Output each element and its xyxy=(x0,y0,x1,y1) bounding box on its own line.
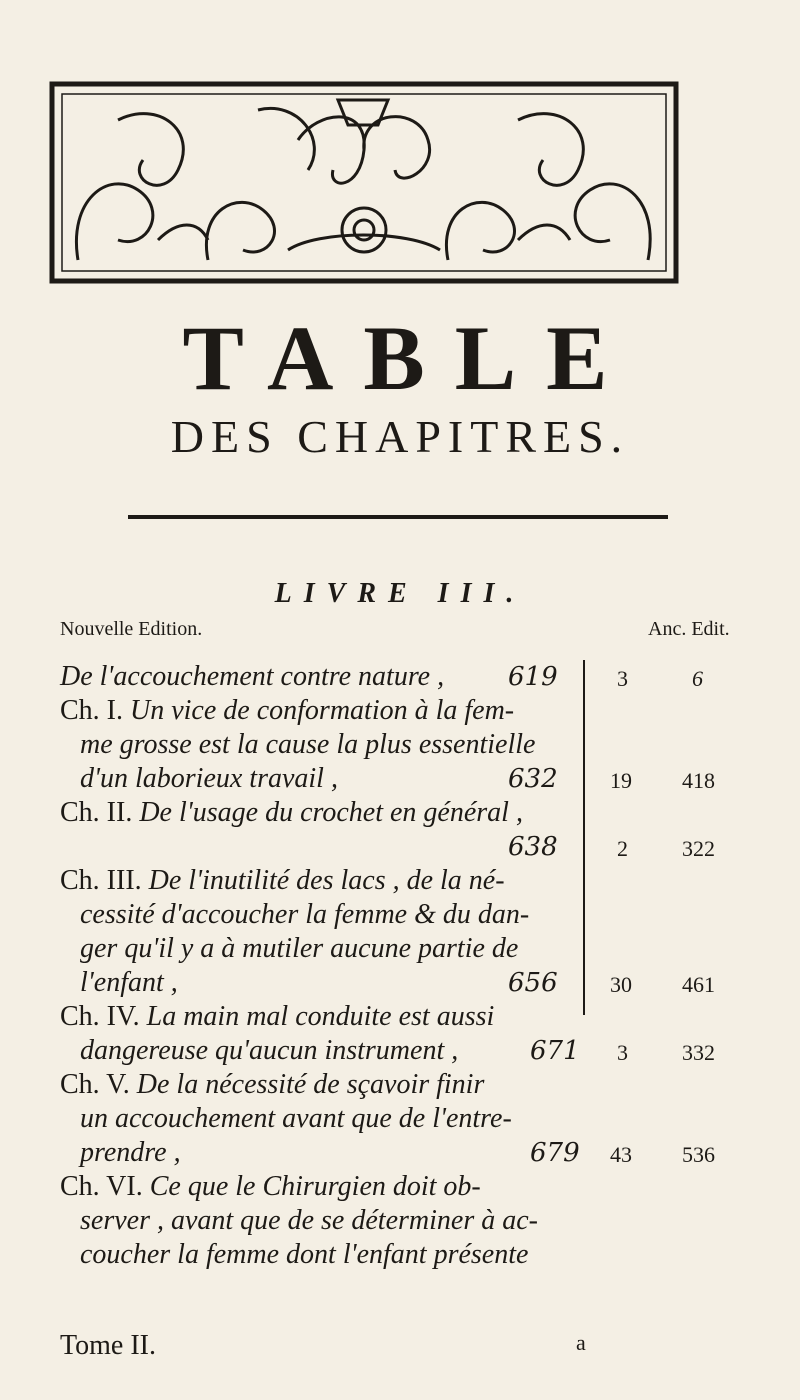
entry-text: La main mal conduite est aussi xyxy=(146,1001,495,1032)
page-subtitle: DES CHAPITRES. xyxy=(170,411,630,462)
entry-text: me grosse est la cause la plus essentielle xyxy=(80,729,536,760)
list-item xyxy=(80,1238,528,1272)
entry-page: 619 xyxy=(508,662,558,692)
old-page: 536 xyxy=(682,1142,715,1167)
list-item xyxy=(60,1000,494,1034)
entry-text: cessité d'accoucher la femme & du dan- xyxy=(80,899,530,930)
old-page: 6 xyxy=(692,666,703,691)
chapter-number: Ch. III. xyxy=(60,865,142,896)
entry-text: d'un laborieux travail , xyxy=(80,763,338,794)
ornament-icon xyxy=(48,80,680,285)
old-volume: 3 xyxy=(617,666,628,691)
entry-page: 671 xyxy=(530,1036,580,1066)
new-edition-header: Nouvelle Edition. xyxy=(60,618,203,640)
list-item xyxy=(60,1068,484,1102)
signature-mark: a xyxy=(576,1330,586,1355)
old-volume: 2 xyxy=(617,836,628,861)
page-title: TABLE xyxy=(182,307,638,409)
old-page: 332 xyxy=(682,1040,715,1065)
entry-page: 638 xyxy=(508,832,558,862)
entry-text: Ce que le Chirurgien doit ob- xyxy=(149,1171,481,1202)
entry-text: ger qu'il y a à mutiler aucune partie de xyxy=(80,933,519,964)
entry-text: server , avant que de se déterminer à ac- xyxy=(80,1205,538,1236)
chapter-number: Ch. V. xyxy=(60,1069,130,1100)
chapter-number: Ch. II. xyxy=(60,797,133,828)
entry-text: un accouchement avant que de l'entre- xyxy=(80,1103,512,1134)
list-item xyxy=(60,660,444,694)
old-volume: 19 xyxy=(610,768,632,793)
old-edition-header: Anc. Edit. xyxy=(648,618,730,640)
list-item xyxy=(80,932,518,966)
list-item xyxy=(80,898,529,932)
old-page: 418 xyxy=(682,768,715,793)
old-volume: 43 xyxy=(610,1142,632,1167)
tome-label: Tome II. xyxy=(60,1330,157,1361)
list-item xyxy=(80,966,178,1000)
list-item xyxy=(60,1170,481,1204)
entry-text: coucher la femme dont l'enfant présente xyxy=(80,1239,529,1270)
entry-text: De l'usage du crochet en général , xyxy=(139,797,523,828)
column-divider xyxy=(583,660,585,1015)
title-divider xyxy=(128,515,668,519)
entry-page: 656 xyxy=(508,968,558,998)
list-item xyxy=(80,1204,538,1238)
entry-text: De l'inutilité des lacs , de la né- xyxy=(148,865,505,896)
list-item xyxy=(80,1034,458,1068)
list-item xyxy=(60,796,523,830)
old-volume: 3 xyxy=(617,1040,628,1065)
ornamental-headpiece xyxy=(48,80,680,285)
entry-page: 679 xyxy=(530,1138,580,1168)
chapter-number: Ch. IV. xyxy=(60,1001,140,1032)
entry-text: dangereuse qu'aucun instrument , xyxy=(80,1035,459,1066)
entry-text: l'enfant , xyxy=(80,967,178,998)
old-page: 461 xyxy=(682,972,715,997)
list-item xyxy=(60,864,505,898)
list-item xyxy=(80,1136,181,1170)
entry-text: Un vice de conformation à la fem- xyxy=(130,695,515,726)
entry-text: prendre , xyxy=(80,1137,181,1168)
list-item xyxy=(80,728,535,762)
old-page: 322 xyxy=(682,836,715,861)
list-item xyxy=(80,1102,512,1136)
old-volume: 30 xyxy=(610,972,632,997)
entry-text: De l'accouchement contre nature , xyxy=(60,661,445,692)
entry-page: 632 xyxy=(508,764,558,794)
list-item xyxy=(80,762,338,796)
entry-text: De la nécessité de sçavoir finir xyxy=(136,1069,485,1100)
chapter-number: Ch. VI. xyxy=(60,1171,143,1202)
book-heading: LIVRE III. xyxy=(274,578,526,609)
list-item xyxy=(60,694,514,728)
chapter-number: Ch. I. xyxy=(60,695,123,726)
